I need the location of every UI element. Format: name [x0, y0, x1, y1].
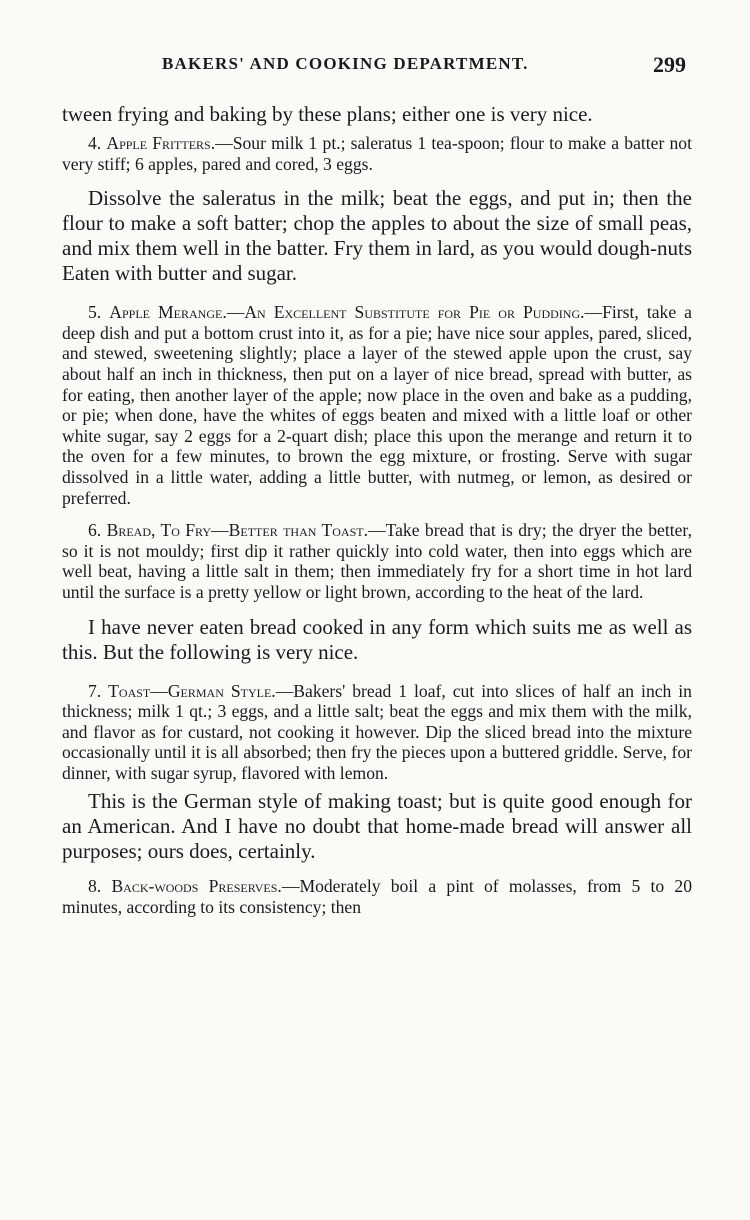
recipe-title: Back-woods Preserves. — [111, 876, 282, 897]
recipe-title: Apple Merange.—An Excellent Substitute for Pie or Pudding. — [109, 302, 585, 323]
recipe-text: —Take bread that is dry; the dryer the better, so it is not mouldy; first dip it rather quickly into cold water, then into eggs which are well beat, having a little salt in them; then immediately fry for a short time in hot lard until the surface is a pretty yellow or light brown, according to the heat of the lard. — [62, 520, 692, 602]
recipe-apple-fritters — [62, 133, 692, 174]
book-page — [62, 52, 692, 918]
paragraph-fritters-method: Dissolve the saleratus in the milk; beat the eggs, and put in; then the flour to make a soft batter; chop the apples to about the size of small peas, and mix them well in the batter. Fry them in lard, as you would dough-nuts Eaten with butter and sugar. — [62, 186, 692, 286]
page-number: 299 — [653, 52, 686, 77]
recipe-toast-german-style — [62, 681, 692, 784]
recipe-bread-to-fry — [62, 520, 692, 602]
recipe-number: 7. — [88, 680, 102, 701]
paragraph-bread-comment: I have never eaten bread cooked in any form which suits me as well as this. But the following is very nice. — [62, 614, 692, 664]
recipe-title: Apple Fritters. — [106, 133, 216, 153]
recipe-number: 5. — [88, 302, 102, 323]
recipe-number: 6. — [88, 520, 102, 541]
paragraph-toast-comment: This is the German style of making toast; but is quite good enough for an American. And I have no doubt that home-made bread will answer all purposes; ours does, certainly. — [62, 789, 692, 864]
recipe-text: —First, take a deep dish and put a bottom crust into it, as for a pie; have nice sour apples, pared, sliced, and stewed, sweetening slightly; place a layer of the stewed apple upon the crust, say about half an inch in thickness, then put on a layer of nice bread, spread with butter, as for eating, then another layer of the apple; now place in the oven and bake as a pudding, or pie; when done, have the whites of eggs beaten and mixed with a little loaf or other white sugar, say 2 eggs for a 2-quart dish; place this upon the merange and return it to the oven for a few minutes, to brown the egg mixture, or frosting. Serve with sugar dissolved in a little water, adding a little butter, with nutmeg, or lemon, as desired or preferred. — [62, 302, 692, 508]
recipe-title: Toast—German Style. — [108, 680, 276, 701]
recipe-back-woods-preserves — [62, 876, 692, 917]
recipe-text: —Bakers' bread 1 loaf, cut into slices of half an inch in thickness; milk 1 qt.; 3 eggs, and a little salt; beat the eggs and mix them with the milk, and flavor as for custard, not cooking it however. Dip the sliced bread into the mixture occasionally until it is all absorbed; then fry the pieces upon a buttered griddle. Serve, for dinner, with sugar syrup, flavored with lemon. — [62, 680, 692, 783]
recipe-apple-merange — [62, 302, 692, 508]
recipe-text: —Moderately boil a pint of molasses, from 5 to 20 minutes, according to its consistency; then — [62, 876, 693, 918]
recipe-title: Bread, To Fry—Better than Toast. — [106, 520, 368, 541]
recipe-number: 4. — [88, 133, 102, 153]
page-header — [62, 52, 692, 84]
recipe-number: 8. — [88, 876, 102, 897]
paragraph-continuation: tween frying and baking by these plans; either one is very nice. — [62, 102, 593, 126]
recipe-text: —Sour milk 1 pt.; saleratus 1 tea-spoon; flour to make a batter not very stiff; 6 apples, pared and cored, 3 eggs. — [62, 133, 692, 174]
running-head: BAKERS' AND COOKING DEPARTMENT. — [162, 54, 529, 73]
